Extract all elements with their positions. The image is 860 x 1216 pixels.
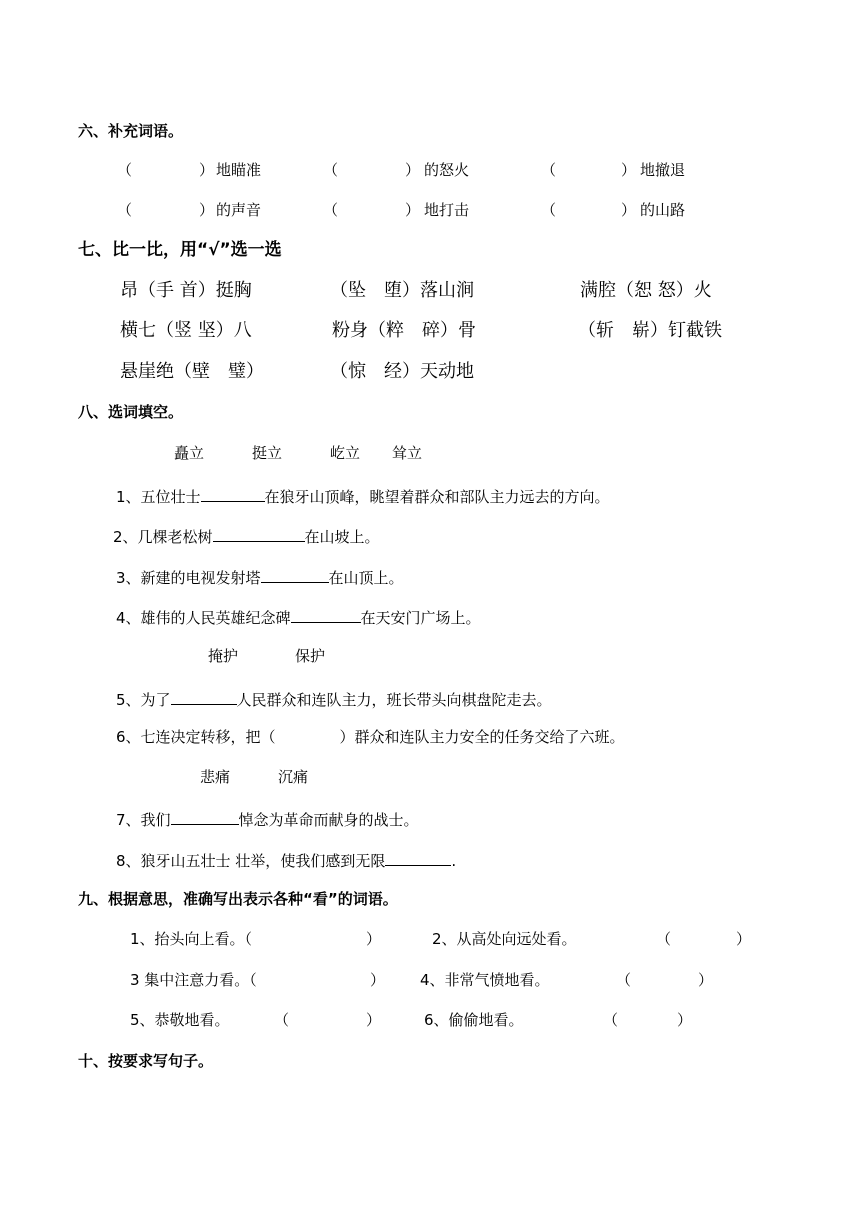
answer-blank[interactable] <box>171 810 239 825</box>
word-suffix: 地撤退 <box>640 161 686 179</box>
fill-paren-open: （ <box>117 161 133 179</box>
question-text: 8、狼牙山五壮士 壮举，使我们感到无限 <box>116 852 386 870</box>
word-suffix: 的山路 <box>640 201 686 219</box>
word-option: 耸立 <box>392 444 423 462</box>
choice-item: 横七（竖 坚）八 <box>120 320 252 341</box>
question-text: 1、五位壮士 <box>116 488 201 506</box>
answer-blank[interactable] <box>171 690 237 705</box>
question-text: 人民群众和连队主力，班长带头向棋盘陀走去。 <box>236 691 552 709</box>
fill-paren-close: ） <box>199 201 215 219</box>
fill-paren-close: ） <box>621 161 637 179</box>
look-item-close: ） <box>736 930 752 948</box>
word-suffix: 地打击 <box>424 201 470 219</box>
fill-paren-open: （ <box>323 161 339 179</box>
choice-item: 粉身（粹 碎）骨 <box>332 320 476 341</box>
question-text: 3、新建的电视发射塔 <box>116 569 261 587</box>
look-item-close: ） <box>677 1011 693 1029</box>
answer-blank[interactable] <box>213 527 305 542</box>
look-item-open: （ <box>616 971 632 989</box>
word-suffix: 的怒火 <box>424 161 470 179</box>
look-item-open: （ <box>603 1011 619 1029</box>
question-text: ）群众和连队主力安全的任务交给了六班。 <box>339 728 625 746</box>
question-text: 悼念为革命而献身的战士。 <box>238 811 419 829</box>
answer-blank[interactable] <box>291 608 361 623</box>
question-text: 在狼牙山顶峰，眺望着群众和部队主力远去的方向。 <box>264 488 610 506</box>
question-8 <box>116 851 456 869</box>
question-text: 5、为了 <box>116 691 171 709</box>
question-text: 6、七连决定转移，把（ <box>116 728 276 746</box>
fill-paren-close: ） <box>405 201 421 219</box>
fill-paren-open: （ <box>323 201 339 219</box>
question-text: 4、雄伟的人民英雄纪念碑 <box>116 609 291 627</box>
section-7-heading: 七、比一比，用“√”选一选 <box>78 240 282 260</box>
look-item-open: （ <box>274 1011 290 1029</box>
look-item-text: 2、从高处向远处看。 <box>432 930 577 948</box>
word-suffix: 的声音 <box>216 201 262 219</box>
answer-blank[interactable] <box>385 851 451 866</box>
word-option: 矗立 <box>174 444 205 462</box>
section-8-heading: 八、选词填空。 <box>78 403 184 421</box>
look-item-open: （ <box>656 930 672 948</box>
question-text: 在天安门广场上。 <box>360 609 481 627</box>
look-item-close: ） <box>370 971 386 989</box>
word-option: 屹立 <box>330 444 361 462</box>
fill-paren-open: （ <box>117 201 133 219</box>
question-1 <box>116 487 610 505</box>
choice-item: 昂（手 首）挺胸 <box>120 280 252 301</box>
question-text: . <box>451 852 457 870</box>
look-item-text: 6、偷偷地看。 <box>424 1011 524 1029</box>
question-text: 2、几棵老松树 <box>113 528 213 546</box>
question-text: 在山坡上。 <box>304 528 380 546</box>
question-4 <box>116 608 481 626</box>
look-item-close: ） <box>366 1011 382 1029</box>
question-text: 7、我们 <box>116 811 171 829</box>
choice-item: 满腔（恕 怒）火 <box>580 280 712 301</box>
answer-blank[interactable] <box>201 487 265 502</box>
section-9-heading: 九、根据意思，准确写出表示各种“看”的词语。 <box>78 890 398 908</box>
look-item-text: 3 集中注意力看。（ <box>130 971 257 989</box>
choice-item: （惊 经）天动地 <box>330 361 474 382</box>
section-6-heading: 六、补充词语。 <box>78 122 184 140</box>
question-text: 在山顶上。 <box>328 569 404 587</box>
choice-item: （斩 崭）钉截铁 <box>578 320 722 341</box>
look-item-text: 4、非常气愤地看。 <box>420 971 550 989</box>
fill-paren-close: ） <box>199 161 215 179</box>
choice-item: （坠 堕）落山涧 <box>330 280 474 301</box>
fill-paren-close: ） <box>621 201 637 219</box>
word-option: 掩护 <box>208 647 239 665</box>
question-7 <box>116 810 419 828</box>
word-option: 挺立 <box>252 444 283 462</box>
fill-paren-close: ） <box>405 161 421 179</box>
look-item-text: 1、抬头向上看。（ <box>130 930 253 948</box>
word-option: 悲痛 <box>200 768 231 786</box>
word-suffix: 地瞄准 <box>216 161 262 179</box>
question-5 <box>116 690 552 708</box>
look-item-close: ） <box>366 930 382 948</box>
look-item-close: ） <box>698 971 714 989</box>
fill-paren-open: （ <box>541 161 557 179</box>
question-3 <box>116 568 404 586</box>
word-option: 沉痛 <box>278 768 309 786</box>
answer-blank[interactable] <box>261 568 329 583</box>
word-option: 保护 <box>295 647 326 665</box>
question-6 <box>116 730 625 745</box>
fill-paren-open: （ <box>541 201 557 219</box>
choice-item: 悬崖绝（壁 璧） <box>120 361 264 382</box>
look-item-text: 5、恭敬地看。 <box>130 1011 230 1029</box>
section-10-heading: 十、按要求写句子。 <box>78 1052 214 1070</box>
question-2 <box>113 527 380 545</box>
